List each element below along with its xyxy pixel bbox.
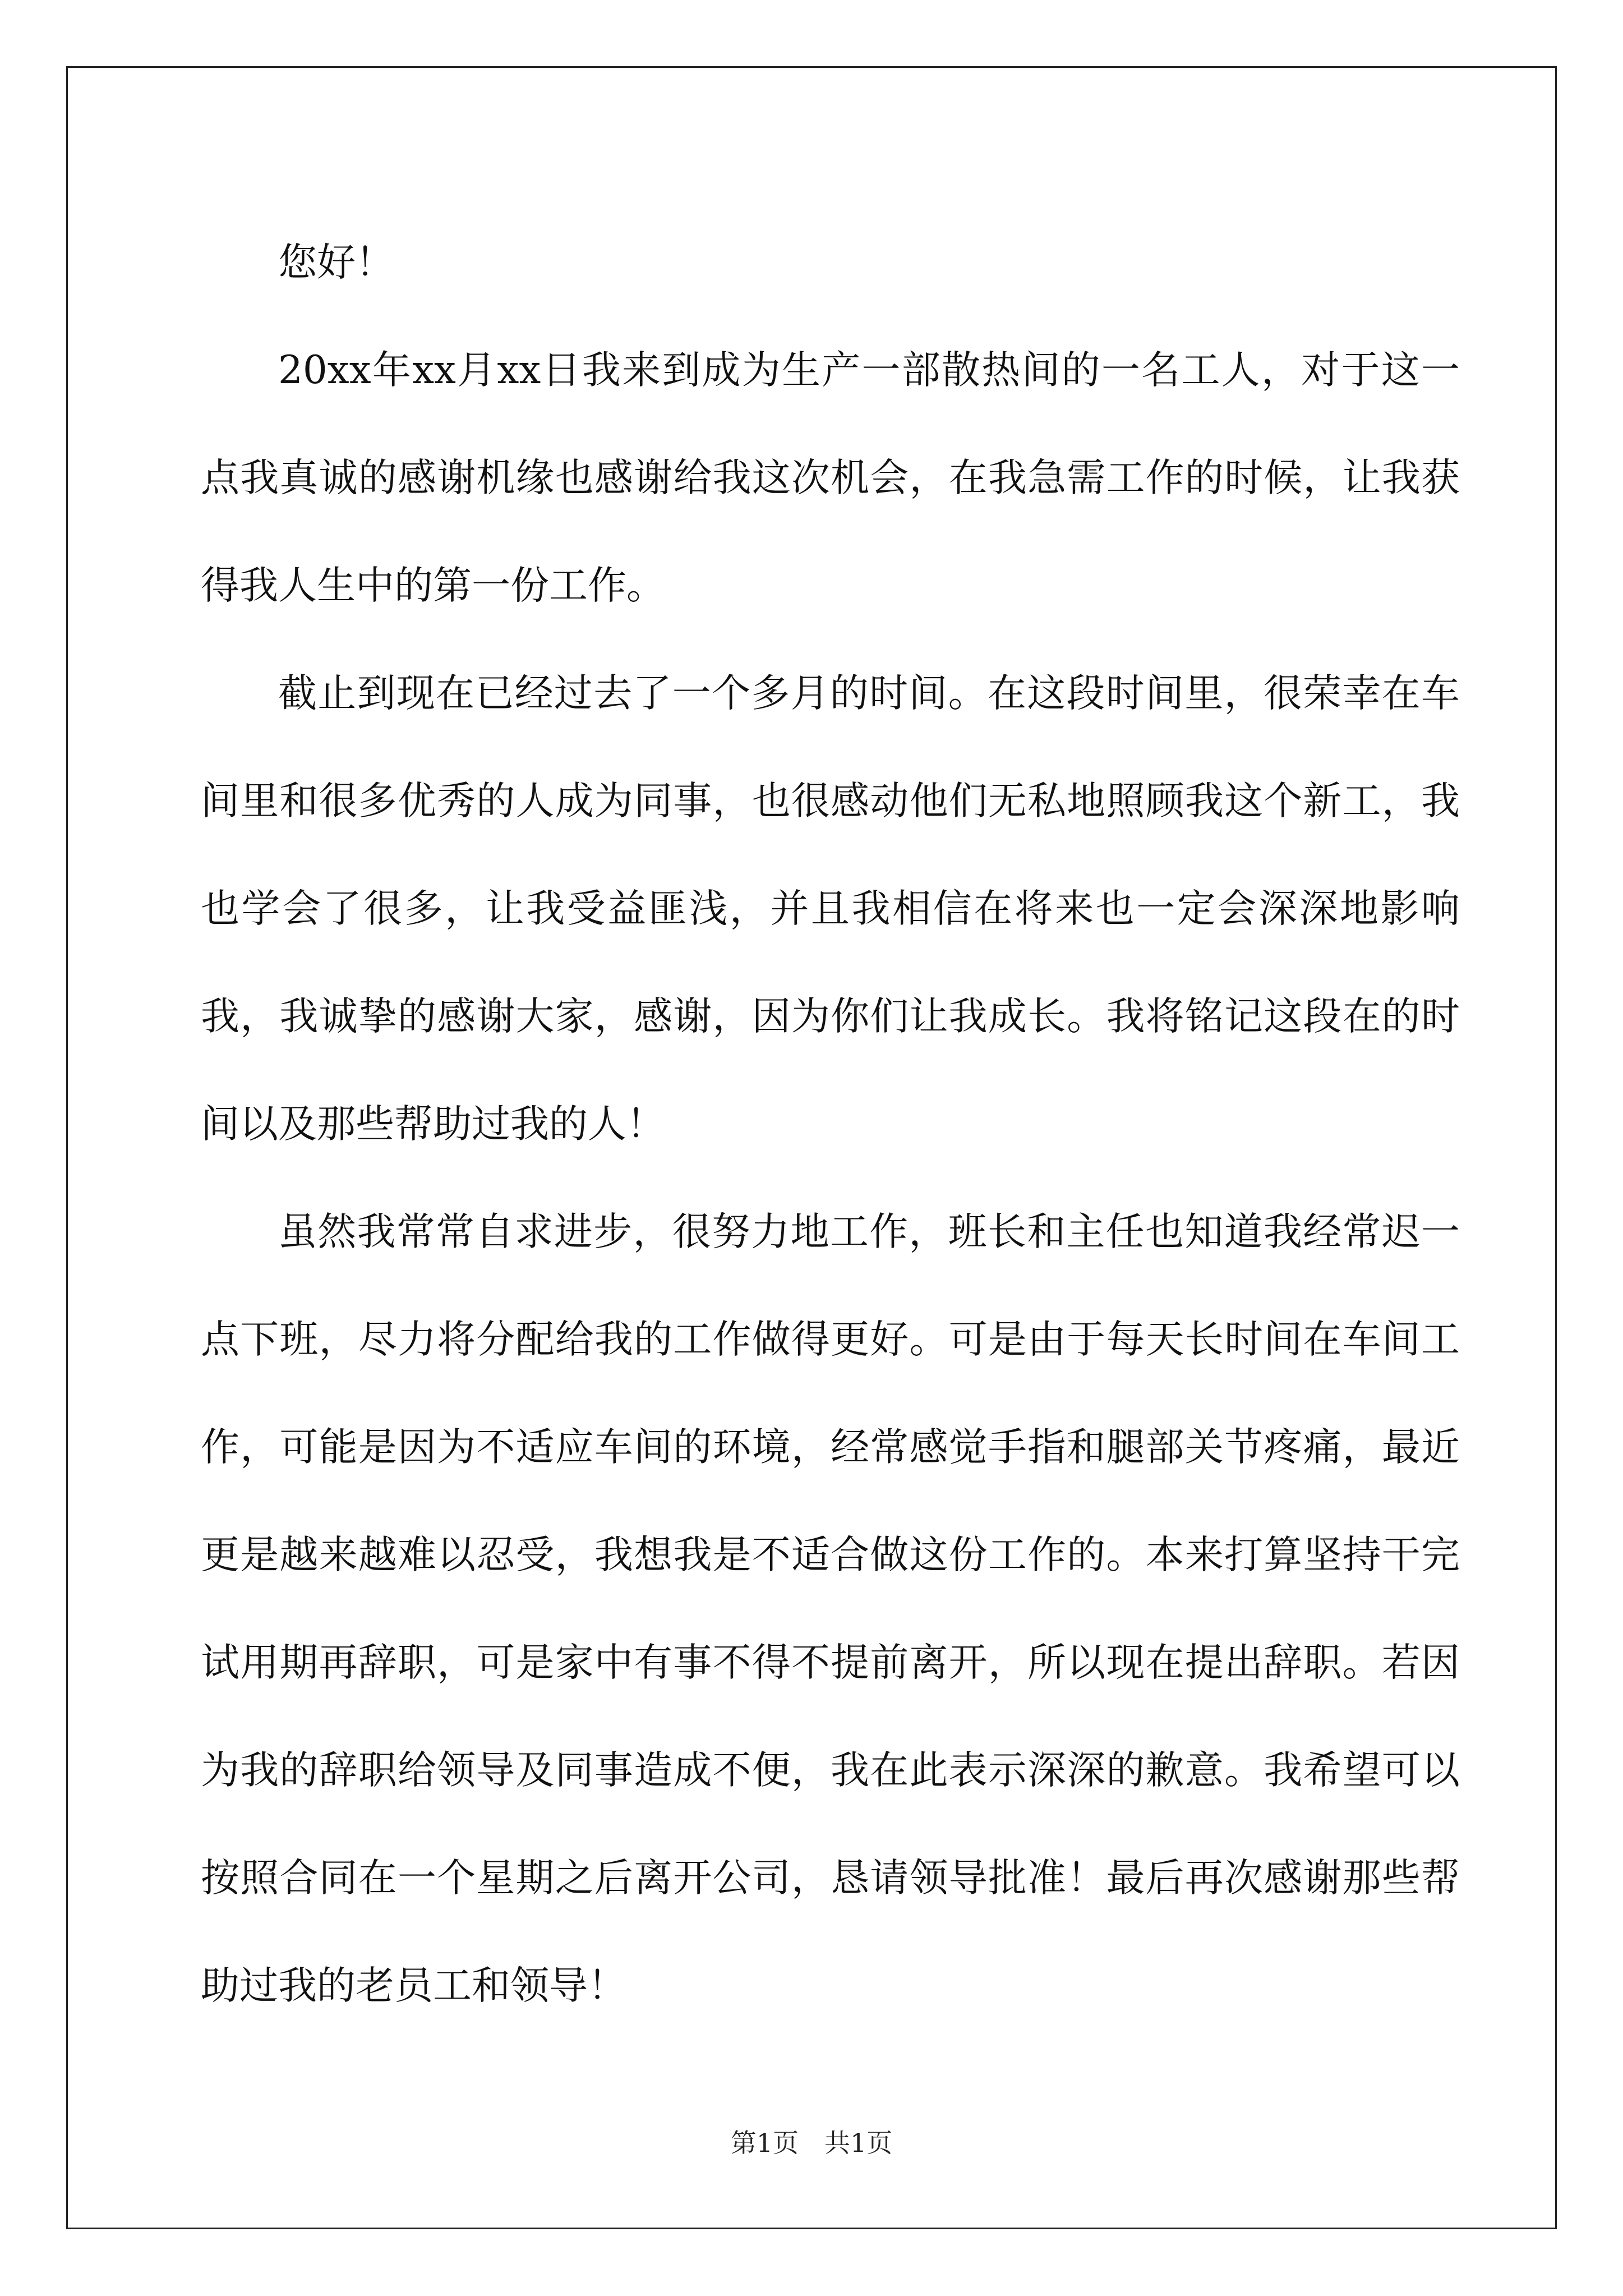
document-body [201, 209, 1460, 2040]
page-footer: 第1页 共1页 [730, 2128, 893, 2158]
paragraph-1: 20xx年xx月xx日我来到成为生产一部散热间的一名工人，对于这一点我真诚的感谢机缘也感谢给我这次机会，在我急需工作的时候，让我获得我人生中的第一份工作。 [201, 348, 1460, 608]
paragraph-3: 虽然我常常自求进步，很努力地工作，班长和主任也知道我经常迟一点下班，尽力将分配给我的工作做得更好。可是由于每天长时间在车间工作，可能是因为不适应车间的环境，经常感觉手指和腿部关节疼痛，最近更是越来越难以忍受，我想我是不适合做这份工作的。本来打算坚持干完试用期再辞职，可是家中有事不得不提前离开，所以现在提出辞职。若因为我的辞职给领导及同事造成不便，我在此表示深深的歉意。我希望可以按照合同在一个星期之后离开公司，恳请领导批准！最后再次感谢那些帮助过我的老员工和领导！ [201, 1209, 1460, 2008]
greeting: 您好！ [278, 240, 394, 285]
paragraph-2: 截止到现在已经过去了一个多月的时间。在这段时间里，很荣幸在车间里和很多优秀的人成为同事，也很感动他们无私地照顾我这个新工，我也学会了很多，让我受益匪浅，并且我相信在将来也一定会深深地影响我，我诚挚的感谢大家，感谢，因为你们让我成长。我将铭记这段在的时间以及那些帮助过我的人！ [201, 671, 1460, 1147]
